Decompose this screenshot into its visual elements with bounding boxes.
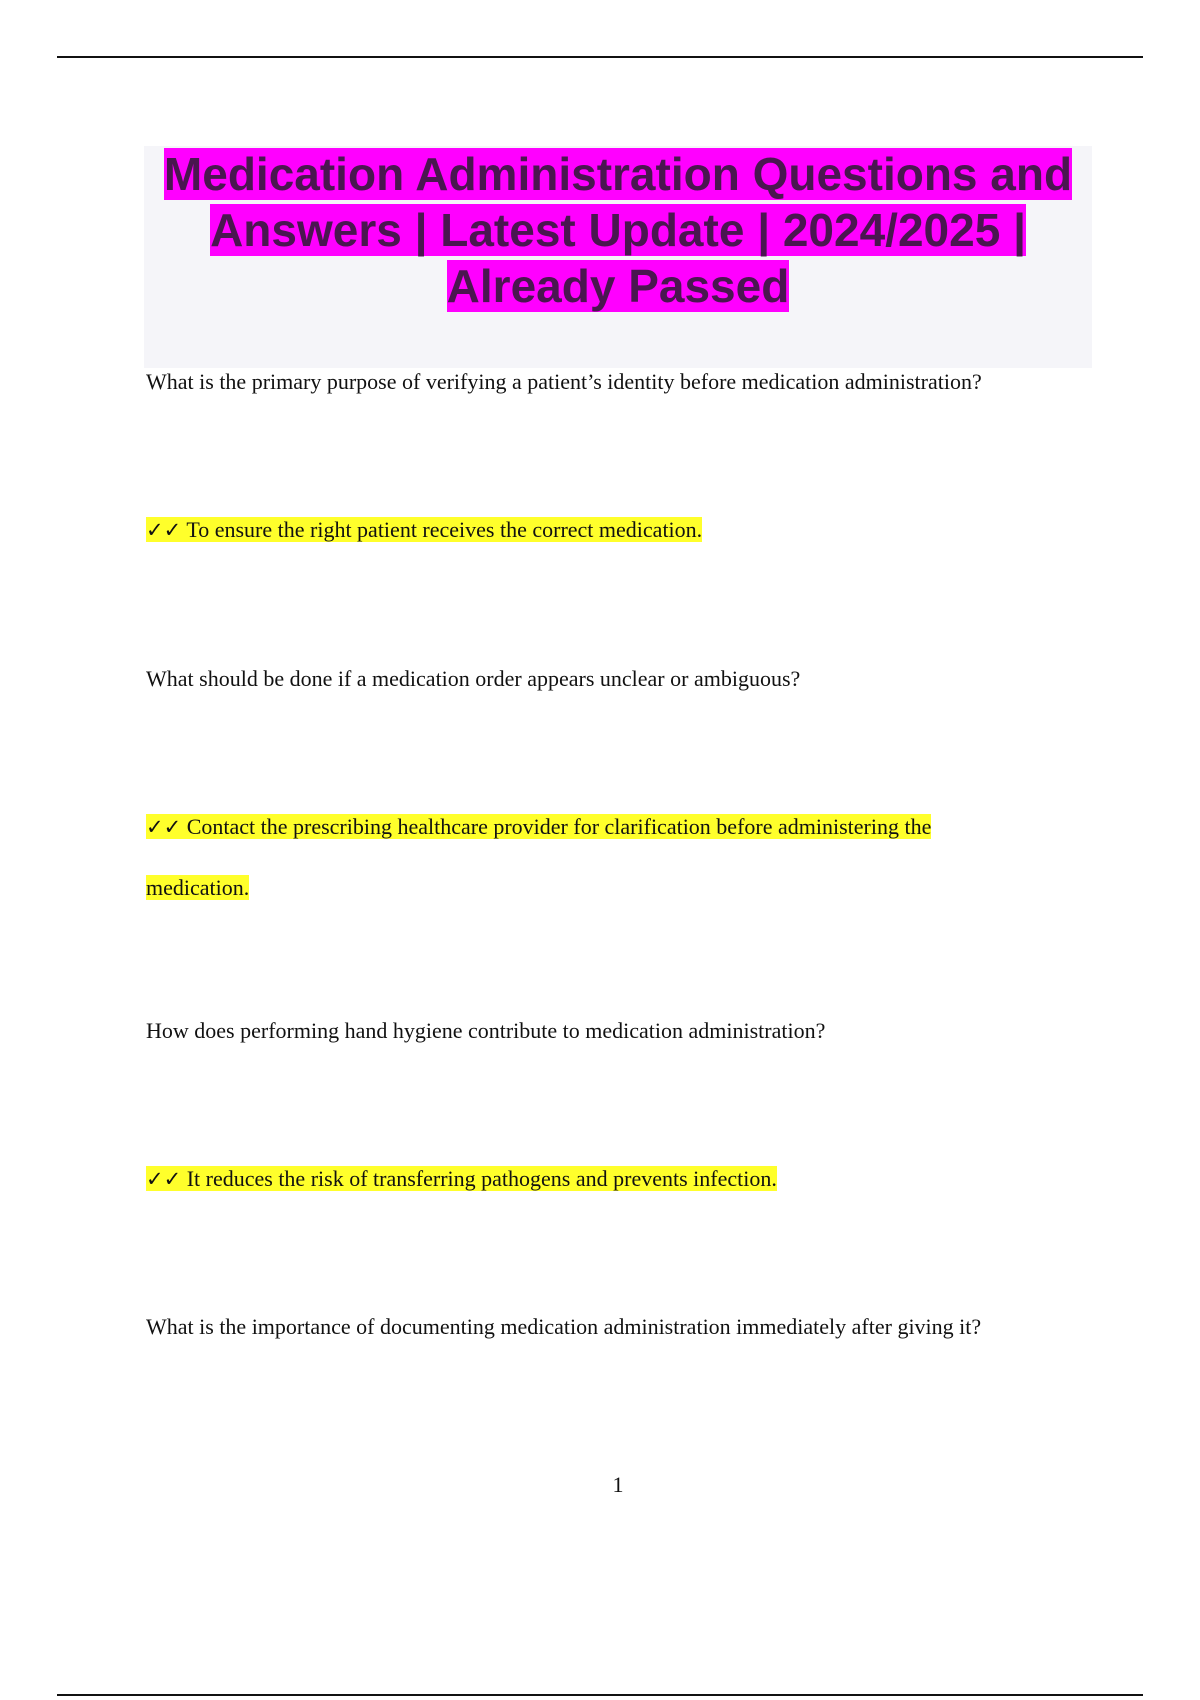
answer-2-continued: medication.: [146, 875, 250, 900]
check-icon: ✓✓: [146, 815, 182, 839]
question-3: How does performing hand hygiene contribute to medication administration?: [146, 1018, 826, 1043]
check-icon: ✓✓: [146, 1167, 182, 1191]
title-banner: [144, 146, 1092, 368]
check-icon: ✓✓: [146, 518, 182, 542]
question-4: What is the importance of documenting medication administration immediately after giving it?: [146, 1314, 982, 1339]
answer-1: ✓✓ To ensure the right patient receives the correct medication.: [146, 517, 703, 542]
footer-rule: [57, 1694, 1143, 1696]
answer-3: ✓✓ It reduces the risk of transferring pathogens and prevents infection.: [146, 1166, 777, 1191]
page-title: Medication Administration Questions and Answers | Latest Update | 2024/2025 | Already Passed: [163, 148, 1073, 312]
header-rule: [57, 56, 1143, 58]
question-1: What is the primary purpose of verifying a patient’s identity before medication administration?: [146, 369, 982, 394]
answer-2: ✓✓ Contact the prescribing healthcare provider for clarification before administering the: [146, 814, 932, 839]
question-2: What should be done if a medication order appears unclear or ambiguous?: [146, 666, 801, 691]
page-number: 1: [612, 1472, 624, 1497]
